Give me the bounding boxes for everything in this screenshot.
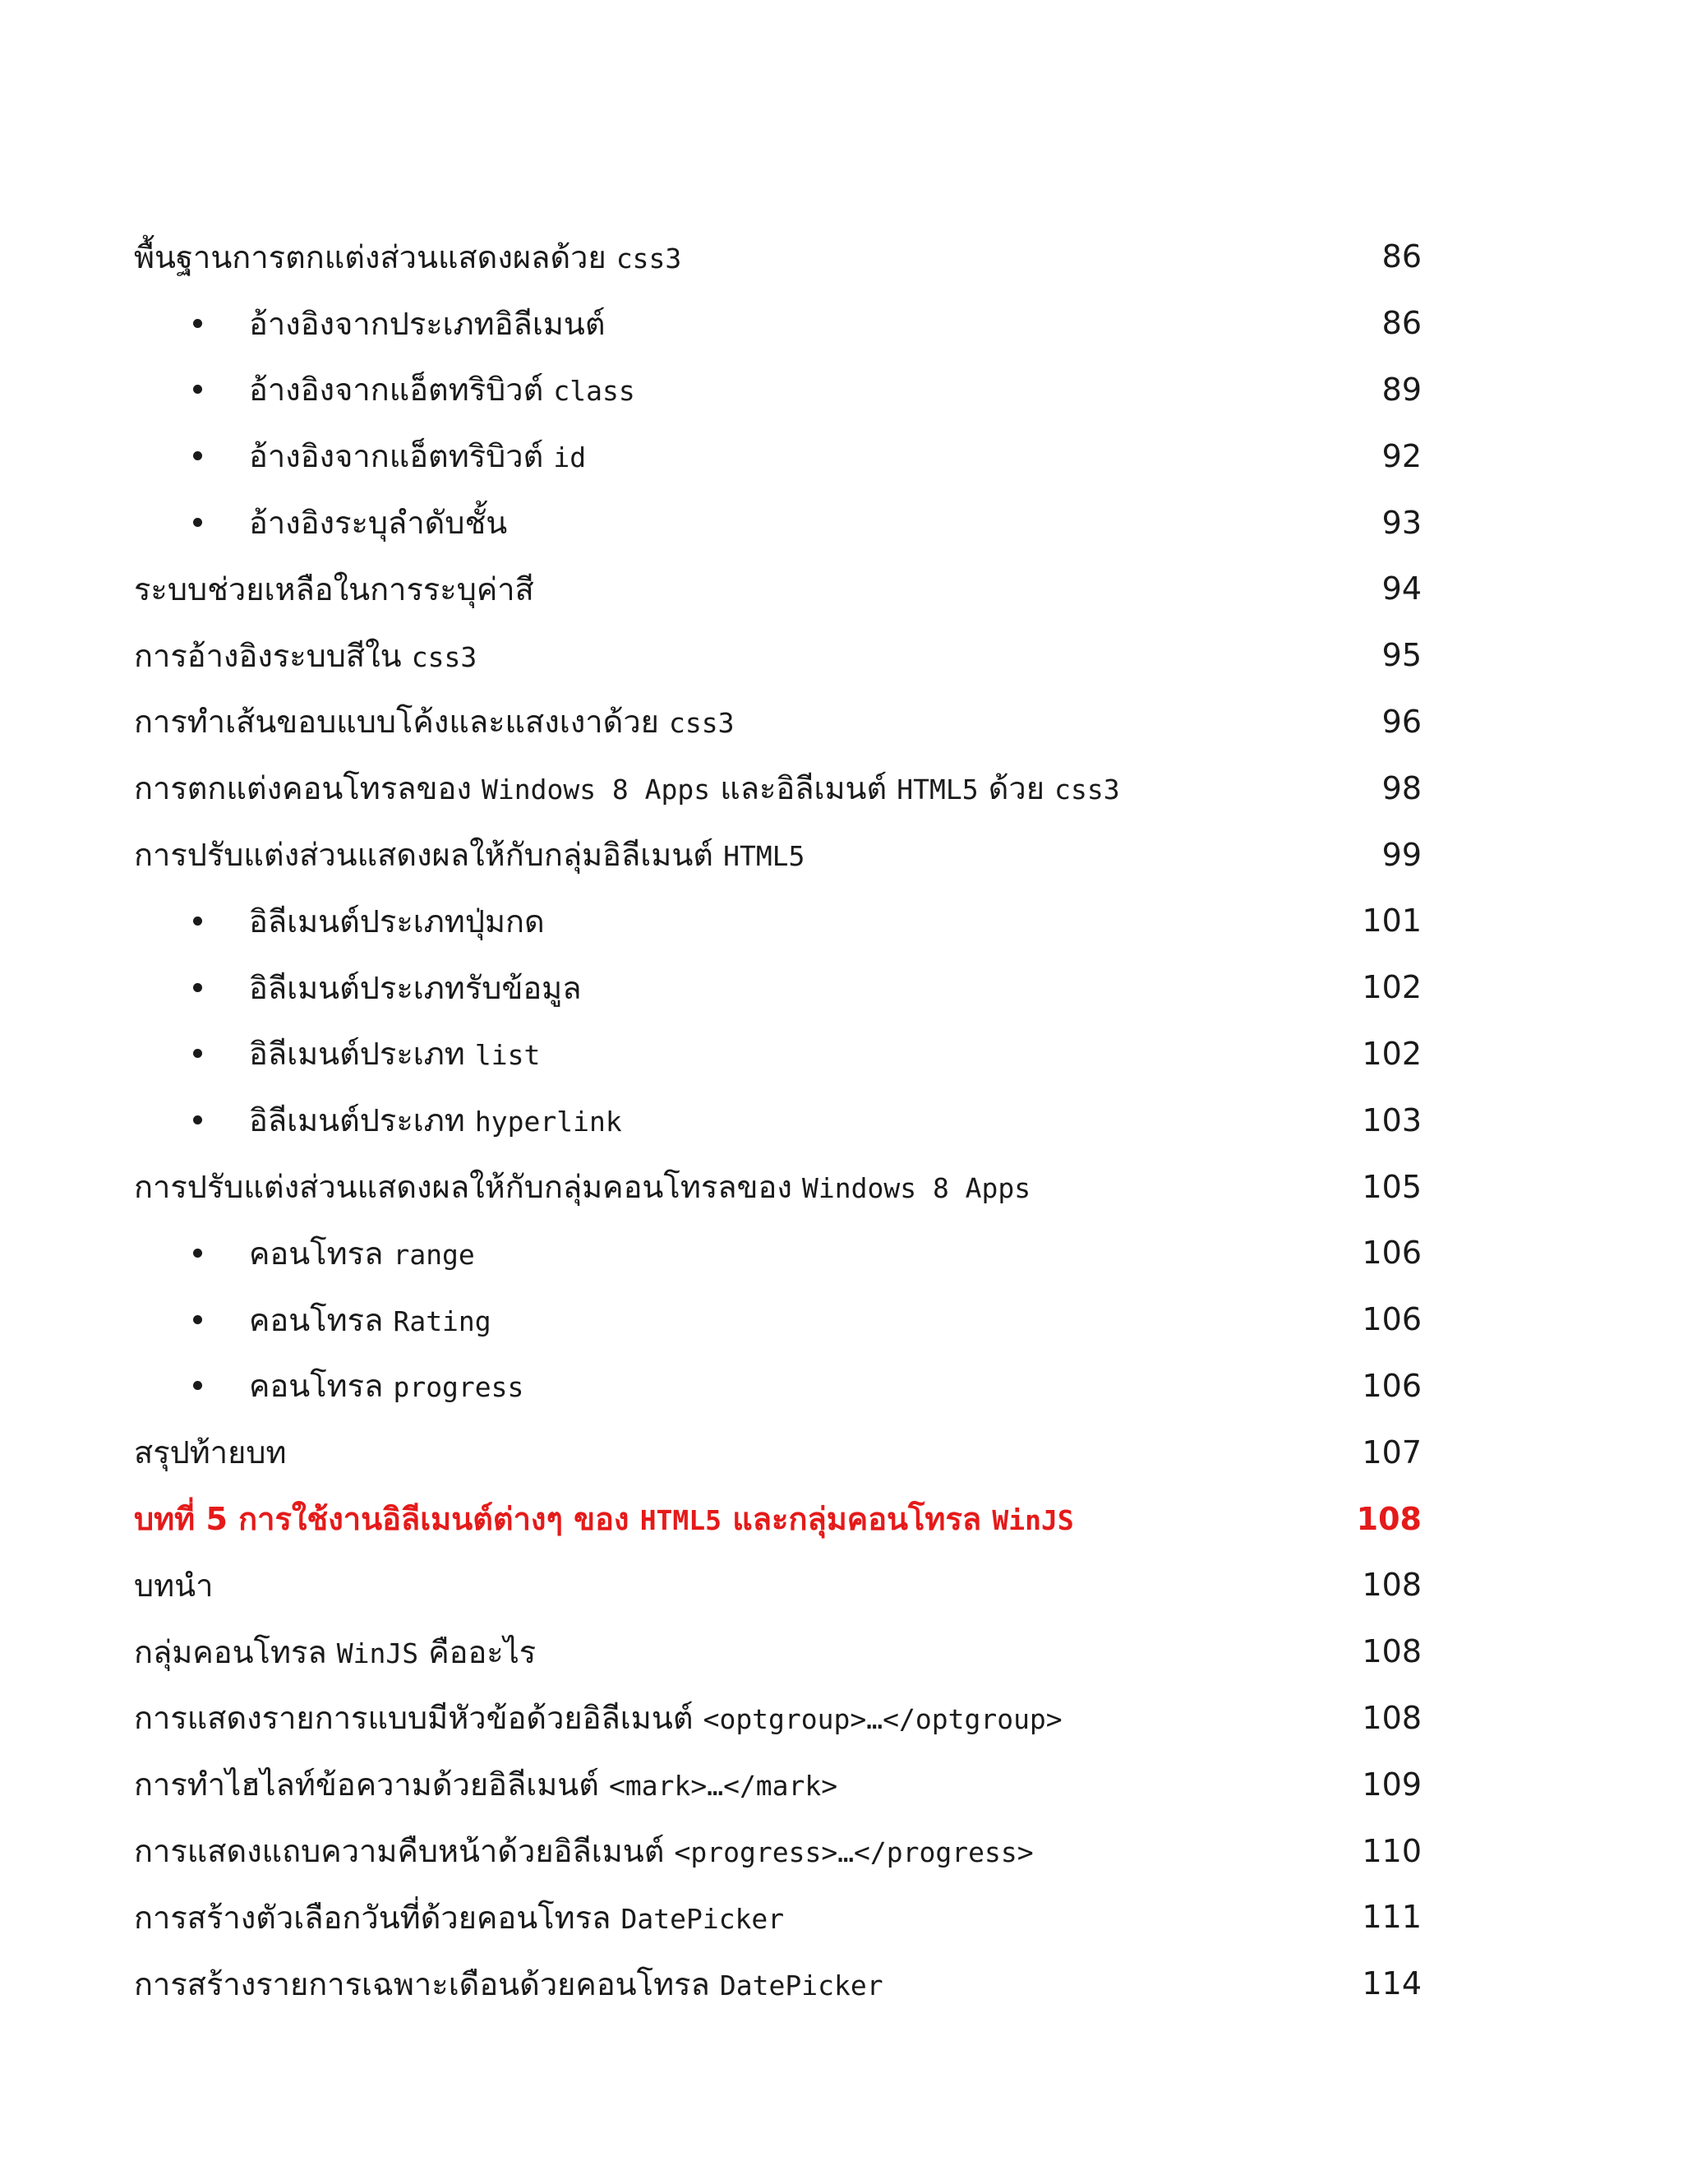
toc-page-number: 86 (1381, 305, 1422, 342)
toc-page-number: 103 (1362, 1101, 1422, 1138)
toc-entry-code-text: DatePicker (620, 1902, 785, 1935)
toc-subentry (134, 1021, 1422, 1087)
toc-entry (134, 755, 1422, 821)
toc-entry (134, 556, 1422, 622)
toc-entry-text: ระบบช่วยเหลือในการระบุค่าสี (134, 570, 534, 607)
toc-entry-text: อิลีเมนต์ประเภท (249, 1036, 475, 1073)
toc-entry-title (134, 564, 1307, 614)
toc-entry-text: การทำไฮไลท์ข้อความด้วยอิลีเมนต์ (134, 1766, 609, 1803)
toc-entry-title (134, 1692, 1307, 1743)
toc-entry (134, 1951, 1422, 2017)
toc-entry-text: คอนโทรล (249, 1235, 394, 1272)
toc-entry-text: บทนำ (134, 1567, 214, 1604)
toc-entry-title (134, 1560, 1307, 1610)
toc-entry-title (134, 1759, 1307, 1809)
bullet-icon (193, 319, 202, 328)
toc-entry-text: อิลีเมนต์ประเภท (249, 1102, 475, 1139)
toc-entry-title (134, 1826, 1307, 1876)
toc-page-number: 107 (1362, 1434, 1422, 1471)
toc-page-number: 109 (1362, 1766, 1422, 1803)
toc-entry (134, 1419, 1422, 1485)
toc-entry-code-text: class (553, 375, 635, 408)
toc-entry-code-text: HTML5 (723, 840, 805, 873)
toc-subentry (134, 357, 1422, 423)
toc-entry (134, 622, 1422, 689)
toc-subentry (134, 1220, 1422, 1286)
toc-entry-code-text: range (393, 1238, 475, 1271)
toc-entry-title (134, 763, 1307, 813)
toc-entry-text: กลุ่มคอนโทรล (134, 1633, 337, 1670)
toc-entry-code-text: Windows 8 Apps (802, 1172, 1031, 1205)
toc-entry-text: การอ้างอิงระบบสีใน (134, 637, 412, 674)
toc-entry-title (134, 1028, 1307, 1078)
toc-page-number: 108 (1362, 1567, 1422, 1604)
toc-entry-code-text: id (553, 441, 587, 474)
toc-page-number: 114 (1362, 1965, 1422, 2002)
toc-entry-text: สรุปท้ายบท (134, 1434, 287, 1471)
toc-entry-code-text: hyperlink (474, 1106, 622, 1138)
toc-entry-text: อิลีเมนต์ประเภทรับข้อมูล (249, 969, 582, 1006)
toc-page-number: 108 (1356, 1500, 1422, 1537)
toc-subentry (134, 422, 1422, 489)
toc-entry (134, 1884, 1422, 1951)
toc-entry-text: คอนโทรล (249, 1301, 394, 1338)
toc-subentry (134, 1353, 1422, 1420)
toc-entry-title (134, 1627, 1307, 1677)
toc-entry-text: และอิลีเมนต์ (710, 770, 897, 807)
toc-entry-title (134, 896, 1307, 946)
table-of-contents (134, 224, 1422, 2017)
toc-entry-text: การปรับแต่งส่วนแสดงผลให้กับกลุ่มอิลีเมนต์ (134, 837, 724, 874)
toc-subentry (134, 1286, 1422, 1353)
toc-page-number: 102 (1362, 969, 1422, 1006)
toc-entry-code-text: css3 (669, 707, 735, 740)
toc-entry (134, 1685, 1422, 1752)
toc-entry-title (134, 1494, 1307, 1544)
toc-entry-title (134, 1161, 1307, 1212)
toc-entry-title (134, 1959, 1307, 2009)
toc-subentry (134, 888, 1422, 954)
toc-subentry (134, 489, 1422, 556)
toc-entry-code-text: css3 (1054, 773, 1120, 806)
toc-entry-code-text: DatePicker (719, 1969, 883, 2002)
toc-page-number: 106 (1362, 1367, 1422, 1404)
toc-entry-text: คอนโทรล (249, 1368, 394, 1405)
toc-entry-text: การสร้างตัวเลือกวันที่ด้วยคอนโทรล (134, 1899, 621, 1936)
toc-entry-title (134, 298, 1307, 349)
toc-entry-text: อิลีเมนต์ประเภทปุ่มกด (249, 903, 545, 940)
toc-entry-text: การปรับแต่งส่วนแสดงผลให้กับกลุ่มคอนโทรลของ (134, 1169, 802, 1206)
toc-entry-text: การสร้างรายการเฉพาะเดือนด้วยคอนโทรล (134, 1965, 720, 2002)
toc-entry (134, 1618, 1422, 1685)
toc-entry (134, 1552, 1422, 1618)
toc-entry-title (134, 829, 1307, 880)
toc-entry-title (134, 630, 1307, 681)
toc-entry-title (134, 232, 1307, 282)
toc-page-number: 102 (1362, 1035, 1422, 1072)
bullet-icon (193, 983, 202, 992)
toc-page-number: 105 (1362, 1168, 1422, 1205)
toc-page-number: 108 (1362, 1699, 1422, 1736)
toc-entry (134, 1751, 1422, 1817)
toc-entry-text: อ้างอิงจากประเภทอิลีเมนต์ (249, 305, 606, 342)
toc-entry (134, 689, 1422, 755)
toc-entry-text: พื้นฐานการตกแต่งส่วนแสดงผลด้วย (134, 238, 616, 275)
toc-entry (134, 1153, 1422, 1220)
toc-page-number: 86 (1381, 238, 1422, 275)
toc-entry-text: บทที่ 5 การใช้งานอิลีเมนต์ต่างๆ ของ (134, 1501, 640, 1538)
toc-entry-text: การทำเส้นขอบแบบโค้งและแสงเงาด้วย (134, 704, 670, 741)
toc-entry-text: อ้างอิงจากแอ็ตทริบิวต์ (249, 372, 554, 409)
toc-page-number: 101 (1362, 903, 1422, 940)
toc-entry-code-text: <progress>…</progress> (674, 1836, 1034, 1869)
toc-page-number: 111 (1362, 1899, 1422, 1936)
toc-entry-text: อ้างอิงจากแอ็ตทริบิวต์ (249, 438, 554, 475)
toc-entry-text: คืออะไร (418, 1633, 537, 1670)
toc-entry-title (134, 696, 1307, 746)
toc-entry-code-text: progress (393, 1371, 524, 1404)
toc-entry-title (134, 1360, 1307, 1411)
toc-entry-text: และกลุ่มคอนโทรล (722, 1501, 993, 1538)
toc-entry-code-text: css3 (616, 242, 682, 275)
toc-page-number: 110 (1362, 1832, 1422, 1869)
toc-entry-code-text: Rating (393, 1304, 491, 1337)
toc-entry-title (134, 1892, 1307, 1942)
toc-page-number: 106 (1362, 1235, 1422, 1272)
toc-page-number: 95 (1381, 637, 1422, 674)
toc-entry-title (134, 963, 1307, 1013)
toc-entry-code-text: list (474, 1039, 541, 1072)
toc-entry-text: อ้างอิงระบุลำดับชั้น (249, 505, 508, 542)
toc-entry-code-text: WinJS (992, 1504, 1074, 1537)
toc-entry (134, 821, 1422, 888)
bullet-icon (193, 1249, 202, 1258)
bullet-icon (193, 518, 202, 527)
toc-entry-title (134, 431, 1307, 481)
toc-subentry (134, 1087, 1422, 1153)
toc-entry (134, 1817, 1422, 1884)
toc-entry-title (134, 497, 1307, 547)
toc-entry-code-text: <optgroup>…</optgroup> (703, 1703, 1063, 1736)
toc-entry-code-text: HTML5 (897, 773, 979, 806)
toc-entry-text: การแสดงแถบความคืบหน้าด้วยอิลีเมนต์ (134, 1833, 675, 1870)
toc-page-number: 93 (1381, 504, 1422, 541)
toc-entry-text: ด้วย (978, 770, 1055, 807)
toc-page-number: 89 (1381, 371, 1422, 408)
toc-subentry (134, 290, 1422, 357)
toc-entry-title (134, 1228, 1307, 1278)
bullet-icon (193, 917, 202, 926)
toc-entry-code-text: Windows 8 Apps (481, 773, 711, 806)
toc-page-number: 96 (1381, 703, 1422, 740)
toc-page-number: 99 (1381, 836, 1422, 873)
toc-page-number: 92 (1381, 437, 1422, 474)
toc-entry (134, 224, 1422, 290)
toc-entry-text: การตกแต่งคอนโทรลของ (134, 770, 482, 807)
toc-subentry (134, 954, 1422, 1021)
toc-entry-code-text: css3 (411, 640, 477, 673)
toc-page-number: 94 (1381, 570, 1422, 607)
toc-entry-title (134, 1427, 1307, 1477)
toc-entry-title (134, 1295, 1307, 1345)
toc-entry-code-text: HTML5 (639, 1504, 722, 1537)
toc-page-number: 98 (1381, 769, 1422, 806)
toc-entry-title (134, 364, 1307, 414)
toc-entry-text: การแสดงรายการแบบมีหัวข้อด้วยอิลีเมนต์ (134, 1700, 703, 1737)
bullet-icon (193, 1315, 202, 1324)
toc-entry-code-text: WinJS (336, 1637, 419, 1669)
toc-page-number: 106 (1362, 1301, 1422, 1338)
toc-entry-code-text: <mark>…</mark> (609, 1770, 838, 1803)
toc-page-number: 108 (1362, 1633, 1422, 1670)
toc-entry-title (134, 1095, 1307, 1145)
toc-chapter-heading (134, 1485, 1422, 1552)
